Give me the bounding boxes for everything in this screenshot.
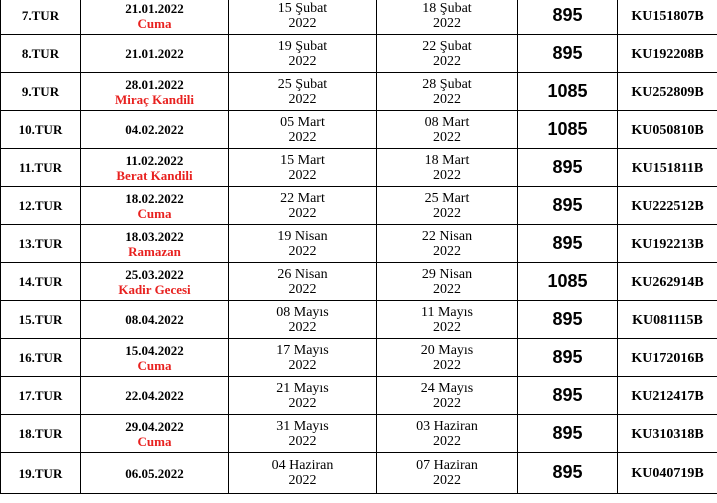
price-cell — [518, 339, 618, 377]
tour-code-cell — [618, 377, 717, 415]
departure-day-month: 17 Mayıs — [276, 342, 329, 358]
tour-code-cell — [618, 35, 717, 73]
departure-date-cell — [229, 453, 377, 494]
departure-date-cell — [229, 0, 377, 35]
return-date-cell — [377, 187, 518, 225]
tour-code-cell — [618, 339, 717, 377]
tour-code: KU172016B — [631, 350, 704, 366]
departure-day-month: 04 Haziran — [271, 458, 334, 473]
departure-date-cell — [229, 149, 377, 187]
table-row — [1, 453, 717, 494]
return-day-month: 22 Nisan — [421, 228, 473, 244]
return-year: 2022 — [433, 319, 461, 335]
tour-code-cell — [618, 225, 717, 263]
departure-day-month: 31 Mayıs — [276, 418, 329, 434]
return-year: 2022 — [433, 433, 461, 449]
price: 895 — [552, 308, 583, 329]
departure-day-month: 21 Mayıs — [276, 380, 329, 396]
price: 895 — [552, 384, 583, 405]
registration-date-cell — [81, 149, 229, 187]
price-cell — [518, 301, 618, 339]
return-day-month: 25 Mart — [424, 190, 470, 206]
tour-code: KU310318B — [631, 426, 704, 442]
registration-date-cell — [81, 301, 229, 339]
tour-number: 14.TUR — [18, 274, 63, 289]
registration-date-cell — [81, 415, 229, 453]
return-date-cell — [377, 415, 518, 453]
return-date-cell — [377, 453, 518, 494]
registration-date-cell — [81, 187, 229, 225]
return-day-month: 08 Mart — [424, 114, 470, 130]
tour-number-cell — [1, 35, 81, 73]
table-row — [1, 149, 717, 187]
price-cell — [518, 263, 618, 301]
table-row — [1, 339, 717, 377]
departure-date-cell — [229, 35, 377, 73]
table-row — [1, 263, 717, 301]
return-year: 2022 — [433, 129, 461, 145]
registration-date: 29.04.2022 — [125, 418, 184, 434]
tour-code: KU050810B — [631, 122, 704, 138]
return-date-cell — [377, 377, 518, 415]
return-year: 2022 — [433, 395, 461, 411]
tour-code-cell — [618, 301, 717, 339]
price: 895 — [552, 232, 583, 253]
registration-date-cell — [81, 339, 229, 377]
tour-code: KU222512B — [631, 198, 704, 214]
tour-number-cell — [1, 301, 81, 339]
registration-date: 15.04.2022 — [125, 342, 184, 358]
tour-code-cell — [618, 453, 717, 494]
price: 895 — [552, 4, 583, 25]
tour-number: 13.TUR — [18, 236, 63, 251]
tour-code-cell — [618, 149, 717, 187]
registration-date: 18.03.2022 — [125, 228, 184, 244]
tour-number-cell — [1, 0, 81, 35]
tour-code: KU151807B — [631, 8, 704, 24]
return-date-cell — [377, 263, 518, 301]
tour-number: 18.TUR — [18, 426, 63, 441]
departure-year: 2022 — [288, 243, 317, 259]
departure-date-cell — [229, 415, 377, 453]
departure-year: 2022 — [288, 129, 317, 145]
registration-date-cell — [81, 0, 229, 35]
table-row — [1, 35, 717, 73]
tour-number-cell — [1, 453, 81, 494]
departure-year: 2022 — [288, 205, 317, 221]
registration-note: Cuma — [137, 15, 172, 31]
price-cell — [518, 0, 618, 35]
departure-date-cell — [229, 111, 377, 149]
departure-year: 2022 — [288, 319, 317, 335]
return-date-cell — [377, 301, 518, 339]
registration-date: 28.01.2022 — [125, 76, 184, 92]
registration-date: 11.02.2022 — [125, 152, 184, 168]
registration-note: Cuma — [137, 357, 172, 373]
return-date-cell — [377, 111, 518, 149]
registration-date: 22.04.2022 — [125, 388, 184, 403]
tour-code: KU262914B — [631, 274, 704, 290]
tour-number-cell — [1, 377, 81, 415]
price: 1085 — [547, 80, 588, 101]
departure-year: 2022 — [288, 15, 317, 31]
price: 895 — [552, 346, 583, 367]
return-year: 2022 — [433, 167, 461, 183]
tour-code-cell — [618, 0, 717, 35]
tour-number: 11.TUR — [19, 160, 62, 175]
price-cell — [518, 415, 618, 453]
registration-date-cell — [81, 73, 229, 111]
return-day-month: 28 Şubat — [422, 76, 472, 92]
tour-number: 7.TUR — [21, 8, 60, 23]
return-day-month: 29 Nisan — [421, 266, 473, 282]
tour-code: KU192213B — [631, 236, 704, 252]
table-row — [1, 377, 717, 415]
tour-number: 19.TUR — [18, 465, 63, 481]
return-year: 2022 — [433, 91, 461, 107]
return-date-cell — [377, 73, 518, 111]
registration-date: 21.01.2022 — [125, 0, 184, 16]
price: 1085 — [547, 270, 588, 291]
departure-year: 2022 — [288, 91, 317, 107]
tour-code: KU151811B — [631, 160, 704, 176]
price: 895 — [552, 422, 583, 443]
departure-date-cell — [229, 225, 377, 263]
return-day-month: 24 Mayıs — [420, 380, 474, 396]
departure-day-month: 22 Mart — [280, 190, 325, 206]
price: 895 — [552, 42, 583, 63]
registration-date: 25.03.2022 — [125, 266, 184, 282]
tour-code: KU040719B — [631, 466, 704, 481]
departure-date-cell — [229, 263, 377, 301]
departure-day-month: 19 Şubat — [277, 38, 328, 54]
tour-number-cell — [1, 187, 81, 225]
tour-code: KU192208B — [631, 46, 704, 62]
departure-year: 2022 — [288, 167, 317, 183]
table-row — [1, 73, 717, 111]
tour-number-cell — [1, 149, 81, 187]
registration-date: 21.01.2022 — [125, 46, 184, 61]
departure-year: 2022 — [288, 281, 317, 297]
table-row — [1, 225, 717, 263]
price-cell — [518, 149, 618, 187]
return-date-cell — [377, 149, 518, 187]
tour-number-cell — [1, 339, 81, 377]
return-date-cell — [377, 35, 518, 73]
return-year: 2022 — [433, 205, 461, 221]
departure-day-month: 19 Nisan — [277, 228, 328, 244]
registration-note: Ramazan — [128, 243, 181, 259]
tour-code-cell — [618, 73, 717, 111]
departure-date-cell — [229, 377, 377, 415]
price-cell — [518, 453, 618, 494]
registration-date: 08.04.2022 — [125, 312, 184, 327]
table-row — [1, 111, 717, 149]
return-day-month: 18 Şubat — [422, 0, 472, 16]
price-cell — [518, 225, 618, 263]
table-row — [1, 415, 717, 453]
return-date-cell — [377, 225, 518, 263]
tour-number: 16.TUR — [18, 350, 63, 365]
tour-number: 10.TUR — [18, 122, 63, 137]
registration-note: Kadir Gecesi — [118, 281, 191, 297]
tour-number-cell — [1, 73, 81, 111]
return-day-month: 18 Mart — [424, 152, 470, 168]
registration-date-cell — [81, 263, 229, 301]
departure-date-cell — [229, 339, 377, 377]
registration-date: 04.02.2022 — [125, 122, 184, 137]
return-date-cell — [377, 0, 518, 35]
tour-number: 8.TUR — [21, 46, 60, 61]
tour-number: 15.TUR — [18, 312, 63, 327]
price-cell — [518, 377, 618, 415]
tour-number: 12.TUR — [18, 198, 63, 213]
departure-day-month: 26 Nisan — [277, 266, 328, 282]
tour-number-cell — [1, 111, 81, 149]
return-day-month: 07 Haziran — [416, 458, 478, 473]
registration-date-cell — [81, 453, 229, 494]
departure-date-cell — [229, 301, 377, 339]
price-cell — [518, 187, 618, 225]
registration-note: Miraç Kandili — [114, 91, 195, 107]
price-cell — [518, 111, 618, 149]
tour-number: 17.TUR — [18, 388, 63, 403]
registration-note: Berat Kandili — [116, 167, 193, 183]
price: 895 — [552, 156, 583, 177]
price: 1085 — [547, 118, 588, 139]
return-day-month: 22 Şubat — [422, 38, 472, 54]
table-row — [1, 301, 717, 339]
return-day-month: 20 Mayıs — [420, 342, 474, 358]
registration-date-cell — [81, 111, 229, 149]
table-row — [1, 0, 717, 35]
tour-number-cell — [1, 225, 81, 263]
tour-number-cell — [1, 263, 81, 301]
departure-year: 2022 — [288, 433, 317, 449]
return-day-month: 11 Mayıs — [421, 304, 473, 320]
price-cell — [518, 35, 618, 73]
price: 895 — [552, 462, 583, 482]
departure-date-cell — [229, 187, 377, 225]
departure-day-month: 15 Mart — [280, 152, 325, 168]
tour-number-cell — [1, 415, 81, 453]
registration-date-cell — [81, 225, 229, 263]
tour-code-cell — [618, 187, 717, 225]
departure-date-cell — [229, 73, 377, 111]
tour-code: KU212417B — [631, 388, 704, 404]
departure-day-month: 08 Mayıs — [276, 304, 329, 320]
registration-note: Cuma — [137, 433, 172, 449]
return-year: 2022 — [433, 243, 461, 259]
departure-day-month: 05 Mart — [280, 114, 325, 130]
departure-year: 2022 — [288, 357, 317, 373]
departure-day-month: 25 Şubat — [277, 76, 328, 92]
return-year: 2022 — [433, 53, 461, 69]
registration-date-cell — [81, 377, 229, 415]
registration-date-cell — [81, 35, 229, 73]
tour-code-cell — [618, 263, 717, 301]
tour-code: KU252809B — [631, 84, 704, 100]
departure-year: 2022 — [288, 473, 317, 488]
return-year: 2022 — [433, 281, 461, 297]
price: 895 — [552, 194, 583, 215]
departure-year: 2022 — [288, 53, 317, 69]
tour-code-cell — [618, 415, 717, 453]
tour-code: KU081115B — [632, 312, 703, 328]
table-row — [1, 187, 717, 225]
departure-year: 2022 — [288, 395, 317, 411]
tour-code-cell — [618, 111, 717, 149]
return-year: 2022 — [433, 357, 461, 373]
departure-day-month: 15 Şubat — [277, 0, 328, 16]
price-cell — [518, 73, 618, 111]
registration-date: 18.02.2022 — [125, 190, 184, 206]
return-year: 2022 — [433, 15, 461, 31]
return-date-cell — [377, 339, 518, 377]
registration-note: Cuma — [137, 205, 172, 221]
registration-date: 06.05.2022 — [125, 465, 184, 481]
tour-number: 9.TUR — [21, 84, 60, 99]
return-day-month: 03 Haziran — [416, 418, 478, 434]
return-year: 2022 — [433, 473, 461, 488]
